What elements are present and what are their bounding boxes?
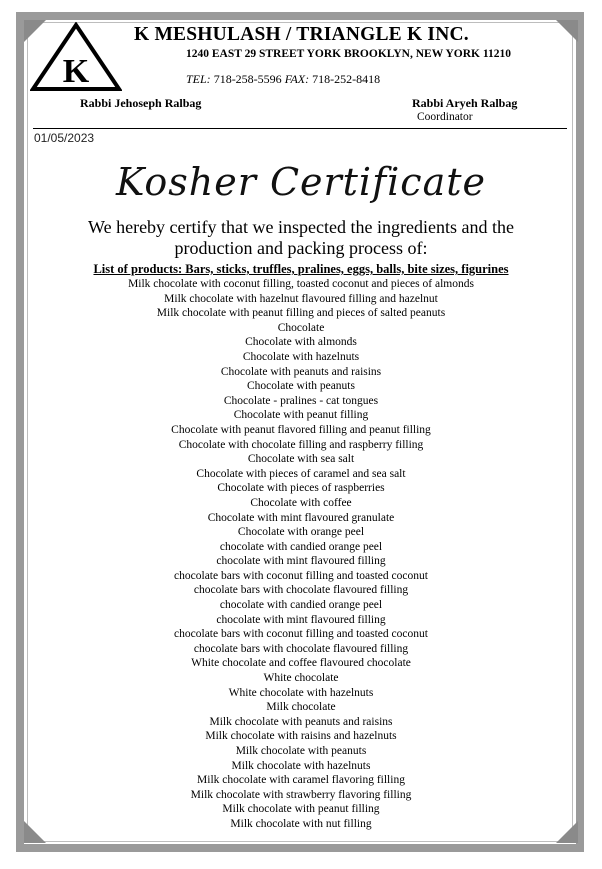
product-item: Chocolate with chocolate filling and raspberry filling [178, 438, 424, 451]
product-item: Chocolate with hazelnuts [242, 350, 360, 363]
product-item: White chocolate with hazelnuts [228, 686, 374, 699]
product-item: Chocolate with pieces of raspberries [217, 482, 385, 495]
rabbi-right-name: Rabbi Aryeh Ralbag [412, 96, 518, 110]
product-item: chocolate with mint flavoured filling [216, 613, 386, 626]
product-item: Milk chocolate with hazelnut flavoured filling and hazelnut [164, 292, 438, 305]
product-item: Chocolate with peanut flavored filling and peanut filling [171, 423, 431, 436]
rabbi-right-role: Coordinator [417, 111, 473, 123]
product-item: Chocolate [277, 321, 325, 334]
fax-value: 718-252-8418 [312, 72, 381, 86]
product-item: Chocolate with peanuts [247, 380, 355, 393]
product-list [0, 277, 602, 832]
rabbi-left-name: Rabbi Jehoseph Ralbag [80, 96, 202, 110]
product-item: Milk chocolate with peanuts and raisins [209, 715, 393, 728]
product-item: Milk chocolate with nut filling [230, 817, 372, 830]
product-item: Chocolate - pralines - cat tongues [223, 394, 379, 407]
product-item: chocolate bars with chocolate flavoured filling [193, 584, 409, 597]
product-item: Milk chocolate with hazelnuts [231, 759, 371, 772]
company-address: 1240 EAST 29 STREET YORK BROOKLYN, NEW YORK 11210 [186, 48, 511, 60]
product-item: White chocolate [263, 672, 339, 685]
product-item: Chocolate with coffee [250, 496, 352, 509]
product-item: chocolate bars with coconut filling and toasted coconut [174, 569, 428, 582]
product-item: Milk chocolate with peanut filling and pieces of salted peanuts [156, 307, 446, 320]
product-item: chocolate with candied orange peel [219, 599, 383, 612]
product-item: Milk chocolate with strawberry flavoring filling [190, 788, 412, 801]
product-list-heading: List of products: Bars, sticks, truffles, pralines, eggs, balls, bite sizes, figurines [93, 262, 509, 276]
product-item: chocolate bars with chocolate flavoured filling [193, 642, 409, 655]
product-item: Chocolate with pieces of caramel and sea salt [196, 467, 406, 480]
logo-letter: K [62, 53, 90, 90]
product-item: chocolate with mint flavoured filling [216, 555, 386, 568]
product-item: Chocolate with peanut filling [233, 409, 369, 422]
tel-value: 718-258-5596 [213, 72, 282, 86]
product-item: Milk chocolate [266, 701, 336, 714]
product-item: Chocolate with orange peel [237, 526, 365, 539]
product-item: White chocolate and coffee flavoured chocolate [191, 657, 411, 670]
product-item: Chocolate with sea salt [247, 453, 355, 466]
contact-line [186, 72, 380, 87]
certification-statement: We hereby certify that we inspected the ingredients and the production and packing process of: [88, 217, 514, 258]
product-item: Milk chocolate with caramel flavoring filling [197, 774, 405, 787]
product-item: Chocolate with almonds [245, 336, 357, 349]
product-item: Milk chocolate with peanuts [235, 745, 367, 757]
product-item: Milk chocolate with coconut filling, toasted coconut and pieces of almonds [128, 278, 474, 290]
product-item: chocolate with candied orange peel [219, 540, 383, 553]
header-divider [33, 128, 567, 129]
company-name: K MESHULASH / TRIANGLE K INC. [134, 24, 469, 45]
product-item: Milk chocolate with peanut filling [222, 803, 380, 816]
certificate-title: Kosher Certificate [115, 160, 487, 204]
certificate-date: 01/05/2023 [34, 131, 95, 145]
fax-label: FAX: [284, 72, 310, 86]
triangle-k-logo [30, 22, 122, 92]
product-item: chocolate bars with coconut filling and toasted coconut [174, 628, 428, 641]
product-item: Chocolate with mint flavoured granulate [207, 511, 395, 524]
tel-label: TEL: [186, 72, 211, 86]
product-item: Milk chocolate with raisins and hazelnuts [205, 730, 397, 743]
product-item: Chocolate with peanuts and raisins [220, 365, 382, 378]
